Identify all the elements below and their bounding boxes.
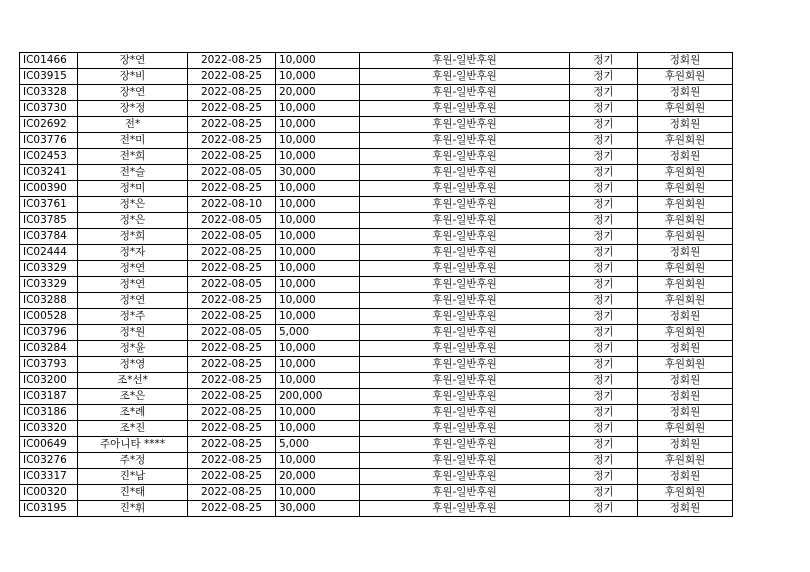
member-type-cell: 정회원: [638, 85, 733, 101]
frequency-cell: 정기: [570, 341, 638, 357]
member-type-cell: 후원회원: [638, 165, 733, 181]
amount-cell: 10,000: [276, 117, 360, 133]
amount-cell: 10,000: [276, 181, 360, 197]
amount-cell: 10,000: [276, 373, 360, 389]
donation-type-cell: 후원-일반후원: [360, 469, 570, 485]
donation-type-cell: 후원-일반후원: [360, 245, 570, 261]
frequency-cell: 정기: [570, 229, 638, 245]
frequency-cell: 정기: [570, 261, 638, 277]
donor-name-cell: 정*은: [78, 213, 188, 229]
member-type-cell: 후원회원: [638, 69, 733, 85]
frequency-cell: 정기: [570, 133, 638, 149]
donor-name-cell: 정*연: [78, 261, 188, 277]
donation-type-cell: 후원-일반후원: [360, 421, 570, 437]
amount-cell: 10,000: [276, 309, 360, 325]
donation-date-cell: 2022-08-25: [188, 341, 276, 357]
donation-date-cell: 2022-08-05: [188, 325, 276, 341]
amount-cell: 30,000: [276, 501, 360, 517]
donor-id-cell: IC03187: [20, 389, 78, 405]
member-type-cell: 후원회원: [638, 229, 733, 245]
donation-date-cell: 2022-08-05: [188, 277, 276, 293]
table-row: [20, 245, 733, 261]
member-type-cell: 정회원: [638, 245, 733, 261]
amount-cell: 10,000: [276, 69, 360, 85]
table-row: [20, 229, 733, 245]
table-row: [20, 69, 733, 85]
donation-date-cell: 2022-08-25: [188, 117, 276, 133]
amount-cell: 10,000: [276, 485, 360, 501]
donor-name-cell: 전*희: [78, 149, 188, 165]
member-type-cell: 후원회원: [638, 357, 733, 373]
donor-name-cell: 주*정: [78, 453, 188, 469]
table-row: [20, 341, 733, 357]
donor-name-cell: 정*주: [78, 309, 188, 325]
donor-id-cell: IC02453: [20, 149, 78, 165]
table-row: [20, 357, 733, 373]
donation-date-cell: 2022-08-25: [188, 485, 276, 501]
donor-id-cell: IC03241: [20, 165, 78, 181]
donation-type-cell: 후원-일반후원: [360, 149, 570, 165]
donation-date-cell: 2022-08-25: [188, 69, 276, 85]
donation-date-cell: 2022-08-25: [188, 357, 276, 373]
donor-name-cell: 정*원: [78, 325, 188, 341]
donation-type-cell: 후원-일반후원: [360, 501, 570, 517]
member-type-cell: 후원회원: [638, 325, 733, 341]
amount-cell: 20,000: [276, 85, 360, 101]
amount-cell: 200,000: [276, 389, 360, 405]
donor-id-cell: IC03329: [20, 261, 78, 277]
donor-id-cell: IC02692: [20, 117, 78, 133]
donor-id-cell: IC03317: [20, 469, 78, 485]
donor-id-cell: IC03730: [20, 101, 78, 117]
amount-cell: 5,000: [276, 437, 360, 453]
donation-date-cell: 2022-08-25: [188, 261, 276, 277]
donor-id-cell: IC00649: [20, 437, 78, 453]
donation-date-cell: 2022-08-25: [188, 293, 276, 309]
table-row: [20, 149, 733, 165]
donor-name-cell: 정*희: [78, 229, 188, 245]
amount-cell: 30,000: [276, 165, 360, 181]
donor-name-cell: 장*정: [78, 101, 188, 117]
table-row: [20, 309, 733, 325]
donor-name-cell: 정*연: [78, 293, 188, 309]
frequency-cell: 정기: [570, 69, 638, 85]
amount-cell: 10,000: [276, 101, 360, 117]
donation-type-cell: 후원-일반후원: [360, 373, 570, 389]
frequency-cell: 정기: [570, 53, 638, 69]
donor-id-cell: IC03288: [20, 293, 78, 309]
donation-type-cell: 후원-일반후원: [360, 437, 570, 453]
table-row: [20, 469, 733, 485]
frequency-cell: 정기: [570, 181, 638, 197]
amount-cell: 10,000: [276, 229, 360, 245]
donation-date-cell: 2022-08-25: [188, 101, 276, 117]
table-row: [20, 261, 733, 277]
amount-cell: 10,000: [276, 197, 360, 213]
donor-id-cell: IC00320: [20, 485, 78, 501]
member-type-cell: 후원회원: [638, 133, 733, 149]
donation-type-cell: 후원-일반후원: [360, 53, 570, 69]
donation-date-cell: 2022-08-10: [188, 197, 276, 213]
frequency-cell: 정기: [570, 453, 638, 469]
table-row: [20, 389, 733, 405]
donation-type-cell: 후원-일반후원: [360, 389, 570, 405]
donation-type-cell: 후원-일반후원: [360, 293, 570, 309]
donation-date-cell: 2022-08-25: [188, 85, 276, 101]
member-type-cell: 후원회원: [638, 261, 733, 277]
table-body: [20, 53, 733, 517]
donation-date-cell: 2022-08-05: [188, 165, 276, 181]
donor-name-cell: 진*남: [78, 469, 188, 485]
donation-type-cell: 후원-일반후원: [360, 277, 570, 293]
donation-type-cell: 후원-일반후원: [360, 133, 570, 149]
table-row: [20, 485, 733, 501]
table-row: [20, 421, 733, 437]
frequency-cell: 정기: [570, 117, 638, 133]
donation-date-cell: 2022-08-25: [188, 133, 276, 149]
member-type-cell: 후원회원: [638, 181, 733, 197]
table-row: [20, 501, 733, 517]
member-type-cell: 후원회원: [638, 277, 733, 293]
frequency-cell: 정기: [570, 165, 638, 181]
donor-name-cell: 진*휘: [78, 501, 188, 517]
frequency-cell: 정기: [570, 293, 638, 309]
donor-id-cell: IC03284: [20, 341, 78, 357]
amount-cell: 10,000: [276, 133, 360, 149]
donor-name-cell: 진*태: [78, 485, 188, 501]
donation-date-cell: 2022-08-25: [188, 149, 276, 165]
donation-date-cell: 2022-08-25: [188, 245, 276, 261]
donor-id-cell: IC03195: [20, 501, 78, 517]
amount-cell: 10,000: [276, 213, 360, 229]
table-row: [20, 53, 733, 69]
table-row: [20, 453, 733, 469]
frequency-cell: 정기: [570, 421, 638, 437]
donation-type-cell: 후원-일반후원: [360, 101, 570, 117]
donor-id-cell: IC03329: [20, 277, 78, 293]
donor-id-cell: IC00528: [20, 309, 78, 325]
amount-cell: 10,000: [276, 53, 360, 69]
donation-date-cell: 2022-08-25: [188, 53, 276, 69]
frequency-cell: 정기: [570, 437, 638, 453]
table-row: [20, 373, 733, 389]
donation-date-cell: 2022-08-05: [188, 213, 276, 229]
member-type-cell: 후원회원: [638, 453, 733, 469]
donor-name-cell: 주아니타 ****: [78, 437, 188, 453]
donor-name-cell: 정*연: [78, 277, 188, 293]
donation-type-cell: 후원-일반후원: [360, 85, 570, 101]
member-type-cell: 정회원: [638, 405, 733, 421]
donation-type-cell: 후원-일반후원: [360, 405, 570, 421]
donation-type-cell: 후원-일반후원: [360, 453, 570, 469]
donation-type-cell: 후원-일반후원: [360, 165, 570, 181]
member-type-cell: 정회원: [638, 389, 733, 405]
frequency-cell: 정기: [570, 101, 638, 117]
frequency-cell: 정기: [570, 485, 638, 501]
amount-cell: 10,000: [276, 357, 360, 373]
donor-name-cell: 조*례: [78, 405, 188, 421]
member-type-cell: 후원회원: [638, 101, 733, 117]
frequency-cell: 정기: [570, 405, 638, 421]
donation-date-cell: 2022-08-25: [188, 309, 276, 325]
member-type-cell: 정회원: [638, 373, 733, 389]
table-row: [20, 277, 733, 293]
donor-name-cell: 장*연: [78, 85, 188, 101]
donation-date-cell: 2022-08-25: [188, 373, 276, 389]
amount-cell: 20,000: [276, 469, 360, 485]
donor-id-cell: IC03796: [20, 325, 78, 341]
donation-date-cell: 2022-08-25: [188, 501, 276, 517]
donation-date-cell: 2022-08-25: [188, 469, 276, 485]
table-row: [20, 117, 733, 133]
amount-cell: 10,000: [276, 453, 360, 469]
donation-date-cell: 2022-08-25: [188, 437, 276, 453]
donation-type-cell: 후원-일반후원: [360, 309, 570, 325]
donor-id-cell: IC03328: [20, 85, 78, 101]
donor-name-cell: 전*: [78, 117, 188, 133]
frequency-cell: 정기: [570, 501, 638, 517]
donation-date-cell: 2022-08-25: [188, 453, 276, 469]
donor-name-cell: 정*영: [78, 357, 188, 373]
frequency-cell: 정기: [570, 373, 638, 389]
frequency-cell: 정기: [570, 357, 638, 373]
donation-type-cell: 후원-일반후원: [360, 357, 570, 373]
frequency-cell: 정기: [570, 325, 638, 341]
table-row: [20, 437, 733, 453]
donation-type-cell: 후원-일반후원: [360, 181, 570, 197]
donor-name-cell: 정*미: [78, 181, 188, 197]
donor-name-cell: 정*은: [78, 197, 188, 213]
donor-id-cell: IC03320: [20, 421, 78, 437]
amount-cell: 10,000: [276, 405, 360, 421]
frequency-cell: 정기: [570, 389, 638, 405]
donation-type-cell: 후원-일반후원: [360, 69, 570, 85]
table-row: [20, 293, 733, 309]
frequency-cell: 정기: [570, 277, 638, 293]
table-row: [20, 85, 733, 101]
donor-name-cell: 장*연: [78, 53, 188, 69]
donation-type-cell: 후원-일반후원: [360, 213, 570, 229]
frequency-cell: 정기: [570, 213, 638, 229]
frequency-cell: 정기: [570, 309, 638, 325]
table-row: [20, 133, 733, 149]
donor-id-cell: IC03784: [20, 229, 78, 245]
donor-name-cell: 조*진: [78, 421, 188, 437]
donor-id-cell: IC03186: [20, 405, 78, 421]
member-type-cell: 후원회원: [638, 213, 733, 229]
donation-date-cell: 2022-08-25: [188, 389, 276, 405]
frequency-cell: 정기: [570, 469, 638, 485]
donation-type-cell: 후원-일반후원: [360, 261, 570, 277]
donor-name-cell: 장*비: [78, 69, 188, 85]
member-type-cell: 정회원: [638, 149, 733, 165]
member-type-cell: 정회원: [638, 341, 733, 357]
frequency-cell: 정기: [570, 149, 638, 165]
table-row: [20, 213, 733, 229]
donor-name-cell: 조*선*: [78, 373, 188, 389]
donor-name-cell: 전*슬: [78, 165, 188, 181]
amount-cell: 10,000: [276, 245, 360, 261]
donor-name-cell: 정*자: [78, 245, 188, 261]
amount-cell: 10,000: [276, 341, 360, 357]
amount-cell: 10,000: [276, 261, 360, 277]
member-type-cell: 후원회원: [638, 293, 733, 309]
member-type-cell: 후원회원: [638, 485, 733, 501]
donation-type-cell: 후원-일반후원: [360, 485, 570, 501]
donation-date-cell: 2022-08-25: [188, 405, 276, 421]
donor-id-cell: IC01466: [20, 53, 78, 69]
donor-id-cell: IC00390: [20, 181, 78, 197]
donor-name-cell: 전*미: [78, 133, 188, 149]
table-row: [20, 165, 733, 181]
donor-id-cell: IC03776: [20, 133, 78, 149]
member-type-cell: 후원회원: [638, 421, 733, 437]
donation-type-cell: 후원-일반후원: [360, 229, 570, 245]
amount-cell: 10,000: [276, 277, 360, 293]
table-row: [20, 181, 733, 197]
member-type-cell: 정회원: [638, 469, 733, 485]
member-type-cell: 정회원: [638, 501, 733, 517]
table-row: [20, 405, 733, 421]
donor-id-cell: IC02444: [20, 245, 78, 261]
member-type-cell: 후원회원: [638, 197, 733, 213]
donation-date-cell: 2022-08-25: [188, 181, 276, 197]
amount-cell: 10,000: [276, 149, 360, 165]
table-row: [20, 325, 733, 341]
donation-type-cell: 후원-일반후원: [360, 341, 570, 357]
frequency-cell: 정기: [570, 245, 638, 261]
donor-id-cell: IC03785: [20, 213, 78, 229]
donation-date-cell: 2022-08-05: [188, 229, 276, 245]
amount-cell: 10,000: [276, 293, 360, 309]
donor-id-cell: IC03276: [20, 453, 78, 469]
donor-id-cell: IC03200: [20, 373, 78, 389]
donation-type-cell: 후원-일반후원: [360, 325, 570, 341]
member-type-cell: 정회원: [638, 437, 733, 453]
frequency-cell: 정기: [570, 85, 638, 101]
donor-id-cell: IC03915: [20, 69, 78, 85]
donor-id-cell: IC03793: [20, 357, 78, 373]
donation-table: [19, 52, 733, 517]
amount-cell: 10,000: [276, 421, 360, 437]
donation-type-cell: 후원-일반후원: [360, 197, 570, 213]
member-type-cell: 정회원: [638, 53, 733, 69]
table-row: [20, 197, 733, 213]
donor-id-cell: IC03761: [20, 197, 78, 213]
donor-name-cell: 정*윤: [78, 341, 188, 357]
donation-type-cell: 후원-일반후원: [360, 117, 570, 133]
member-type-cell: 정회원: [638, 309, 733, 325]
member-type-cell: 정회원: [638, 117, 733, 133]
table-row: [20, 101, 733, 117]
donation-date-cell: 2022-08-25: [188, 421, 276, 437]
amount-cell: 5,000: [276, 325, 360, 341]
frequency-cell: 정기: [570, 197, 638, 213]
donor-name-cell: 조*은: [78, 389, 188, 405]
